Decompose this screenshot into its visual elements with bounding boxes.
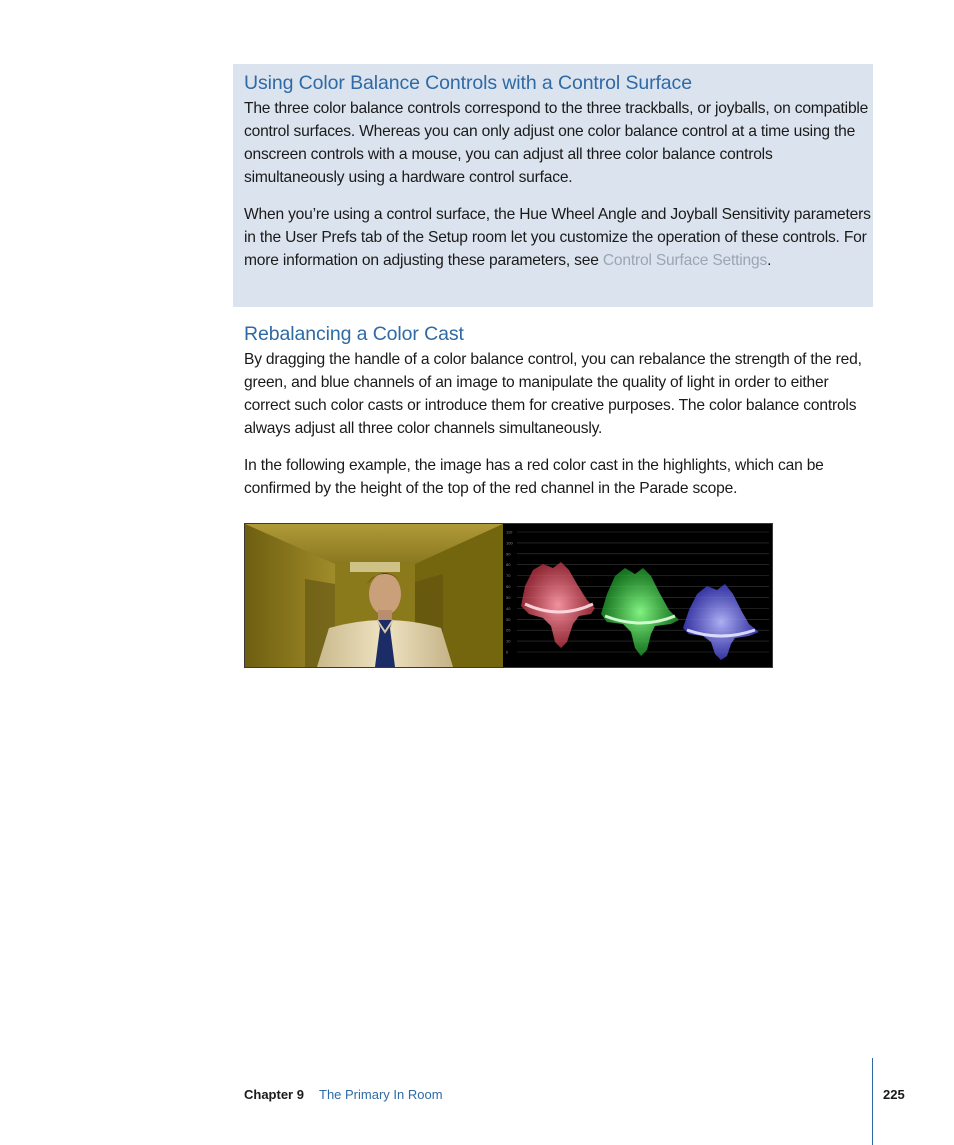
scope-scale-label: 100 (506, 540, 513, 546)
body-paragraph: In the following example, the image has a red color cast in the highlights, which can be confirmed by the height of the top of the red channel in the Parade scope. (244, 457, 824, 497)
section-heading-color-cast: Rebalancing a Color Cast (244, 323, 464, 345)
footer-chapter-number: Chapter 9 (244, 1087, 304, 1102)
scope-scale-label: 90 (506, 551, 511, 557)
body-text: When you’re using a control surface, the Hue Wheel Angle and Joyball Sensitivity parameters in the User Prefs tab of the Setup room let you customize the operation of these controls. For more information on adjusting these parameters, see (244, 206, 871, 269)
scope-scale-label: 10 (506, 638, 511, 644)
scope-scale-label: 40 (506, 605, 511, 611)
scope-scale-label: 110 (506, 529, 513, 535)
body-paragraph: The three color balance controls correspond to the three trackballs, or joyballs, on compatible control surfaces. Whereas you can only adjust one color balance control at a time using the onscreen controls with a mouse, you can adjust all three color balance controls simultaneously using a hardware control surface. (244, 100, 869, 186)
footer-chapter-title[interactable]: The Primary In Room (319, 1087, 443, 1102)
scope-scale-label: 0 (506, 649, 509, 655)
section-heading-control-surface: Using Color Balance Controls with a Control Surface (244, 72, 692, 94)
body-text: . (767, 252, 772, 269)
page-number: 225 (883, 1087, 905, 1102)
scope-scale-label: 60 (506, 584, 511, 590)
scope-scale-label: 80 (506, 562, 511, 568)
footer-divider (872, 1058, 873, 1145)
scope-scale-label: 70 (506, 573, 511, 579)
scope-scale-label: 20 (506, 627, 511, 633)
figure-image-and-parade-scope (244, 523, 773, 668)
body-paragraph: By dragging the handle of a color balance control, you can rebalance the strength of the red, green, and blue channels of an image to manipulate the quality of light in order to either correct such color casts or introduce them for creative purposes. The color balance controls always adjust all three color channels simultaneously. (244, 351, 862, 437)
scope-scale-label: 50 (506, 594, 511, 600)
parade-scope (503, 524, 772, 667)
cross-reference-link[interactable]: Control Surface Settings (602, 252, 768, 269)
video-frame-image (245, 524, 503, 667)
body-paragraph (244, 203, 876, 272)
scope-scale-label: 30 (506, 616, 511, 622)
